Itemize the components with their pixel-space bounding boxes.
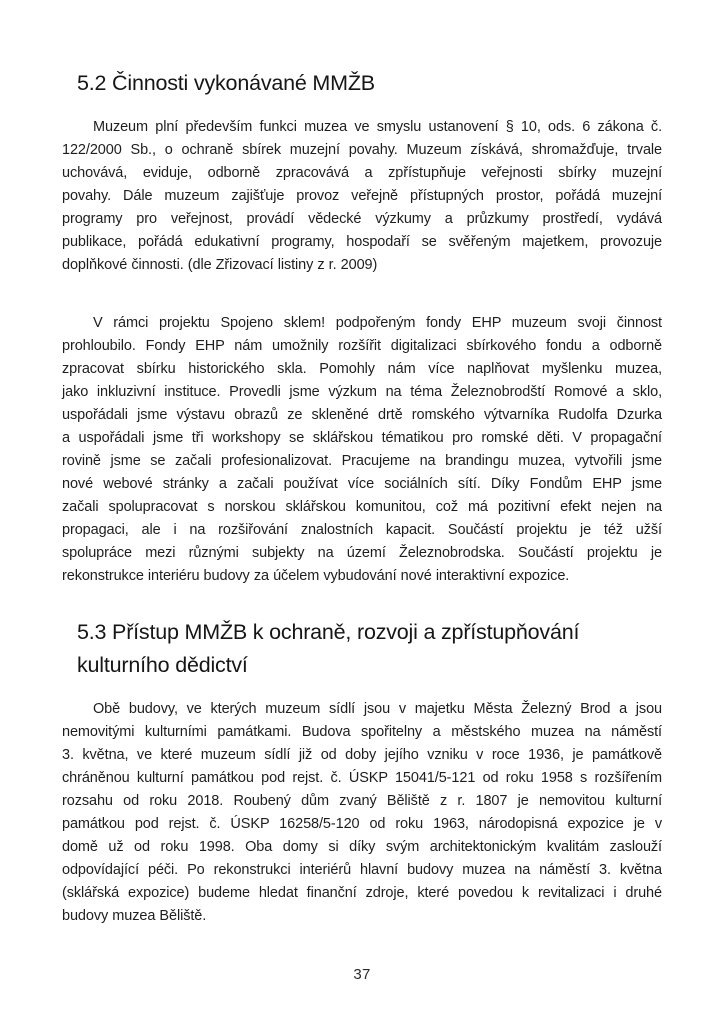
text-line: budovy muzea Běliště.: [62, 908, 207, 924]
text-line: uchovává, eviduje, odborně zpracovává a zpřístupňuje veřejnosti sbírky muzejní: [62, 165, 662, 181]
text-line: propagaci, ale i na rozšiřování znalostních kapacit. Součástí projektu je též užší: [62, 522, 662, 538]
text-line: programy pro veřejnost, provádí vědecké výzkumy a průzkumy prostředí, vydává: [62, 211, 662, 227]
text-line: jako inkluzivní instituce. Provedli jsme výzkum na téma Železnobrodští Romové a sklo,: [62, 384, 662, 400]
text-line: chráněnou kulturní památkou pod rejst. č. ÚSKP 15041/5-121 od roku 1958 s rozšířením: [62, 770, 662, 786]
text-line: publikace, pořádá edukativní programy, hospodaří se svěřeným majetkem, provozuje: [62, 234, 662, 250]
text-line: Obě budovy, ve kterých muzeum sídlí jsou v majetku Města Železný Brod a jsou: [93, 701, 662, 717]
page-content: [62, 68, 662, 928]
text-line: V rámci projektu Spojeno sklem! podpořeným fondy EHP muzeum svoji činnost: [93, 315, 662, 331]
paragraph-heritage-1: [62, 698, 662, 928]
text-line: 122/2000 Sb., o ochraně sbírek muzejní povahy. Muzeum získává, shromažďuje, trvale: [62, 142, 662, 158]
text-line: spolupráce mezi různými subjekty na území Železnobrodska. Součástí projektu je: [62, 545, 662, 561]
text-line: uspořádali jsme výstavu obrazů ze skleněné drtě romského výtvarníka Rudolfa Dzurka: [62, 407, 662, 423]
text-line: kulturního dědictví: [77, 653, 248, 677]
text-line: odpovídající péči. Po rekonstrukci interiérů hlavní budovy muzea na náměstí 3. května: [62, 862, 662, 878]
page-number: 37: [353, 966, 371, 983]
section-heading-5-2: 5.2 Činnosti vykonávané MMŽB: [77, 71, 375, 95]
text-line: nové webové stránky a začali používat více sociálních sítí. Díky Fondům EHP jsme: [62, 476, 662, 492]
text-line: (sklářská expozice) budeme hledat finanční zdroje, které povedou k revitalizaci i druhé: [62, 885, 662, 901]
paragraph-activities-1: [62, 116, 662, 277]
section-heading-5-3: [77, 616, 662, 682]
text-line: zpracovat sbírku historického skla. Pomohly nám více naplňovat myšlenku muzea,: [62, 361, 662, 377]
text-line: povahy. Dále muzeum zajišťuje provoz veřejně přístupných prostor, pořádá muzejní: [62, 188, 662, 204]
text-line: nemovitými kulturními památkami. Budova spořitelny a městského muzea na náměstí: [62, 724, 662, 740]
text-line: Muzeum plní především funkci muzea ve smyslu ustanovení § 10, ods. 6 zákona č.: [93, 119, 662, 135]
text-line: 5.3 Přístup MMŽB k ochraně, rozvoji a zpřístupňování: [77, 620, 580, 644]
text-line: domě už od roku 1998. Oba domy si díky svým architektonickým kvalitám zaslouží: [62, 839, 662, 855]
text-line: památkou pod rejst. č. ÚSKP 16258/5-120 od roku 1963, národopisná expozice je v: [62, 816, 662, 832]
text-line: a uspořádali jsme tři workshopy se sklářskou tématikou pro romské děti. V propagační: [62, 430, 662, 446]
paragraph-activities-2: [62, 312, 662, 588]
text-line: rozsahu od roku 2018. Roubený dům zvaný Běliště z r. 1807 je nemovitou kulturní: [62, 793, 662, 809]
text-line: začali spolupracovat s norskou sklářskou komunitou, což má pozitivní efekt nejen na: [62, 499, 662, 515]
text-line: 3. května, ve které muzeum sídlí již od doby jejího vzniku v roce 1936, je památkově: [62, 747, 662, 763]
text-line: rovině jsme se začali profesionalizovat. Pracujeme na brandingu muzea, vytvořili jsme: [62, 453, 662, 469]
text-line: prohloubilo. Fondy EHP nám umožnily rozšířit digitalizaci sbírkového fondu a odborně: [62, 338, 662, 354]
text-line: rekonstrukce interiéru budovy za účelem vybudování nové interaktivní expozice.: [62, 568, 570, 584]
text-line: doplňkové činnosti. (dle Zřizovací listiny z r. 2009): [62, 257, 378, 273]
